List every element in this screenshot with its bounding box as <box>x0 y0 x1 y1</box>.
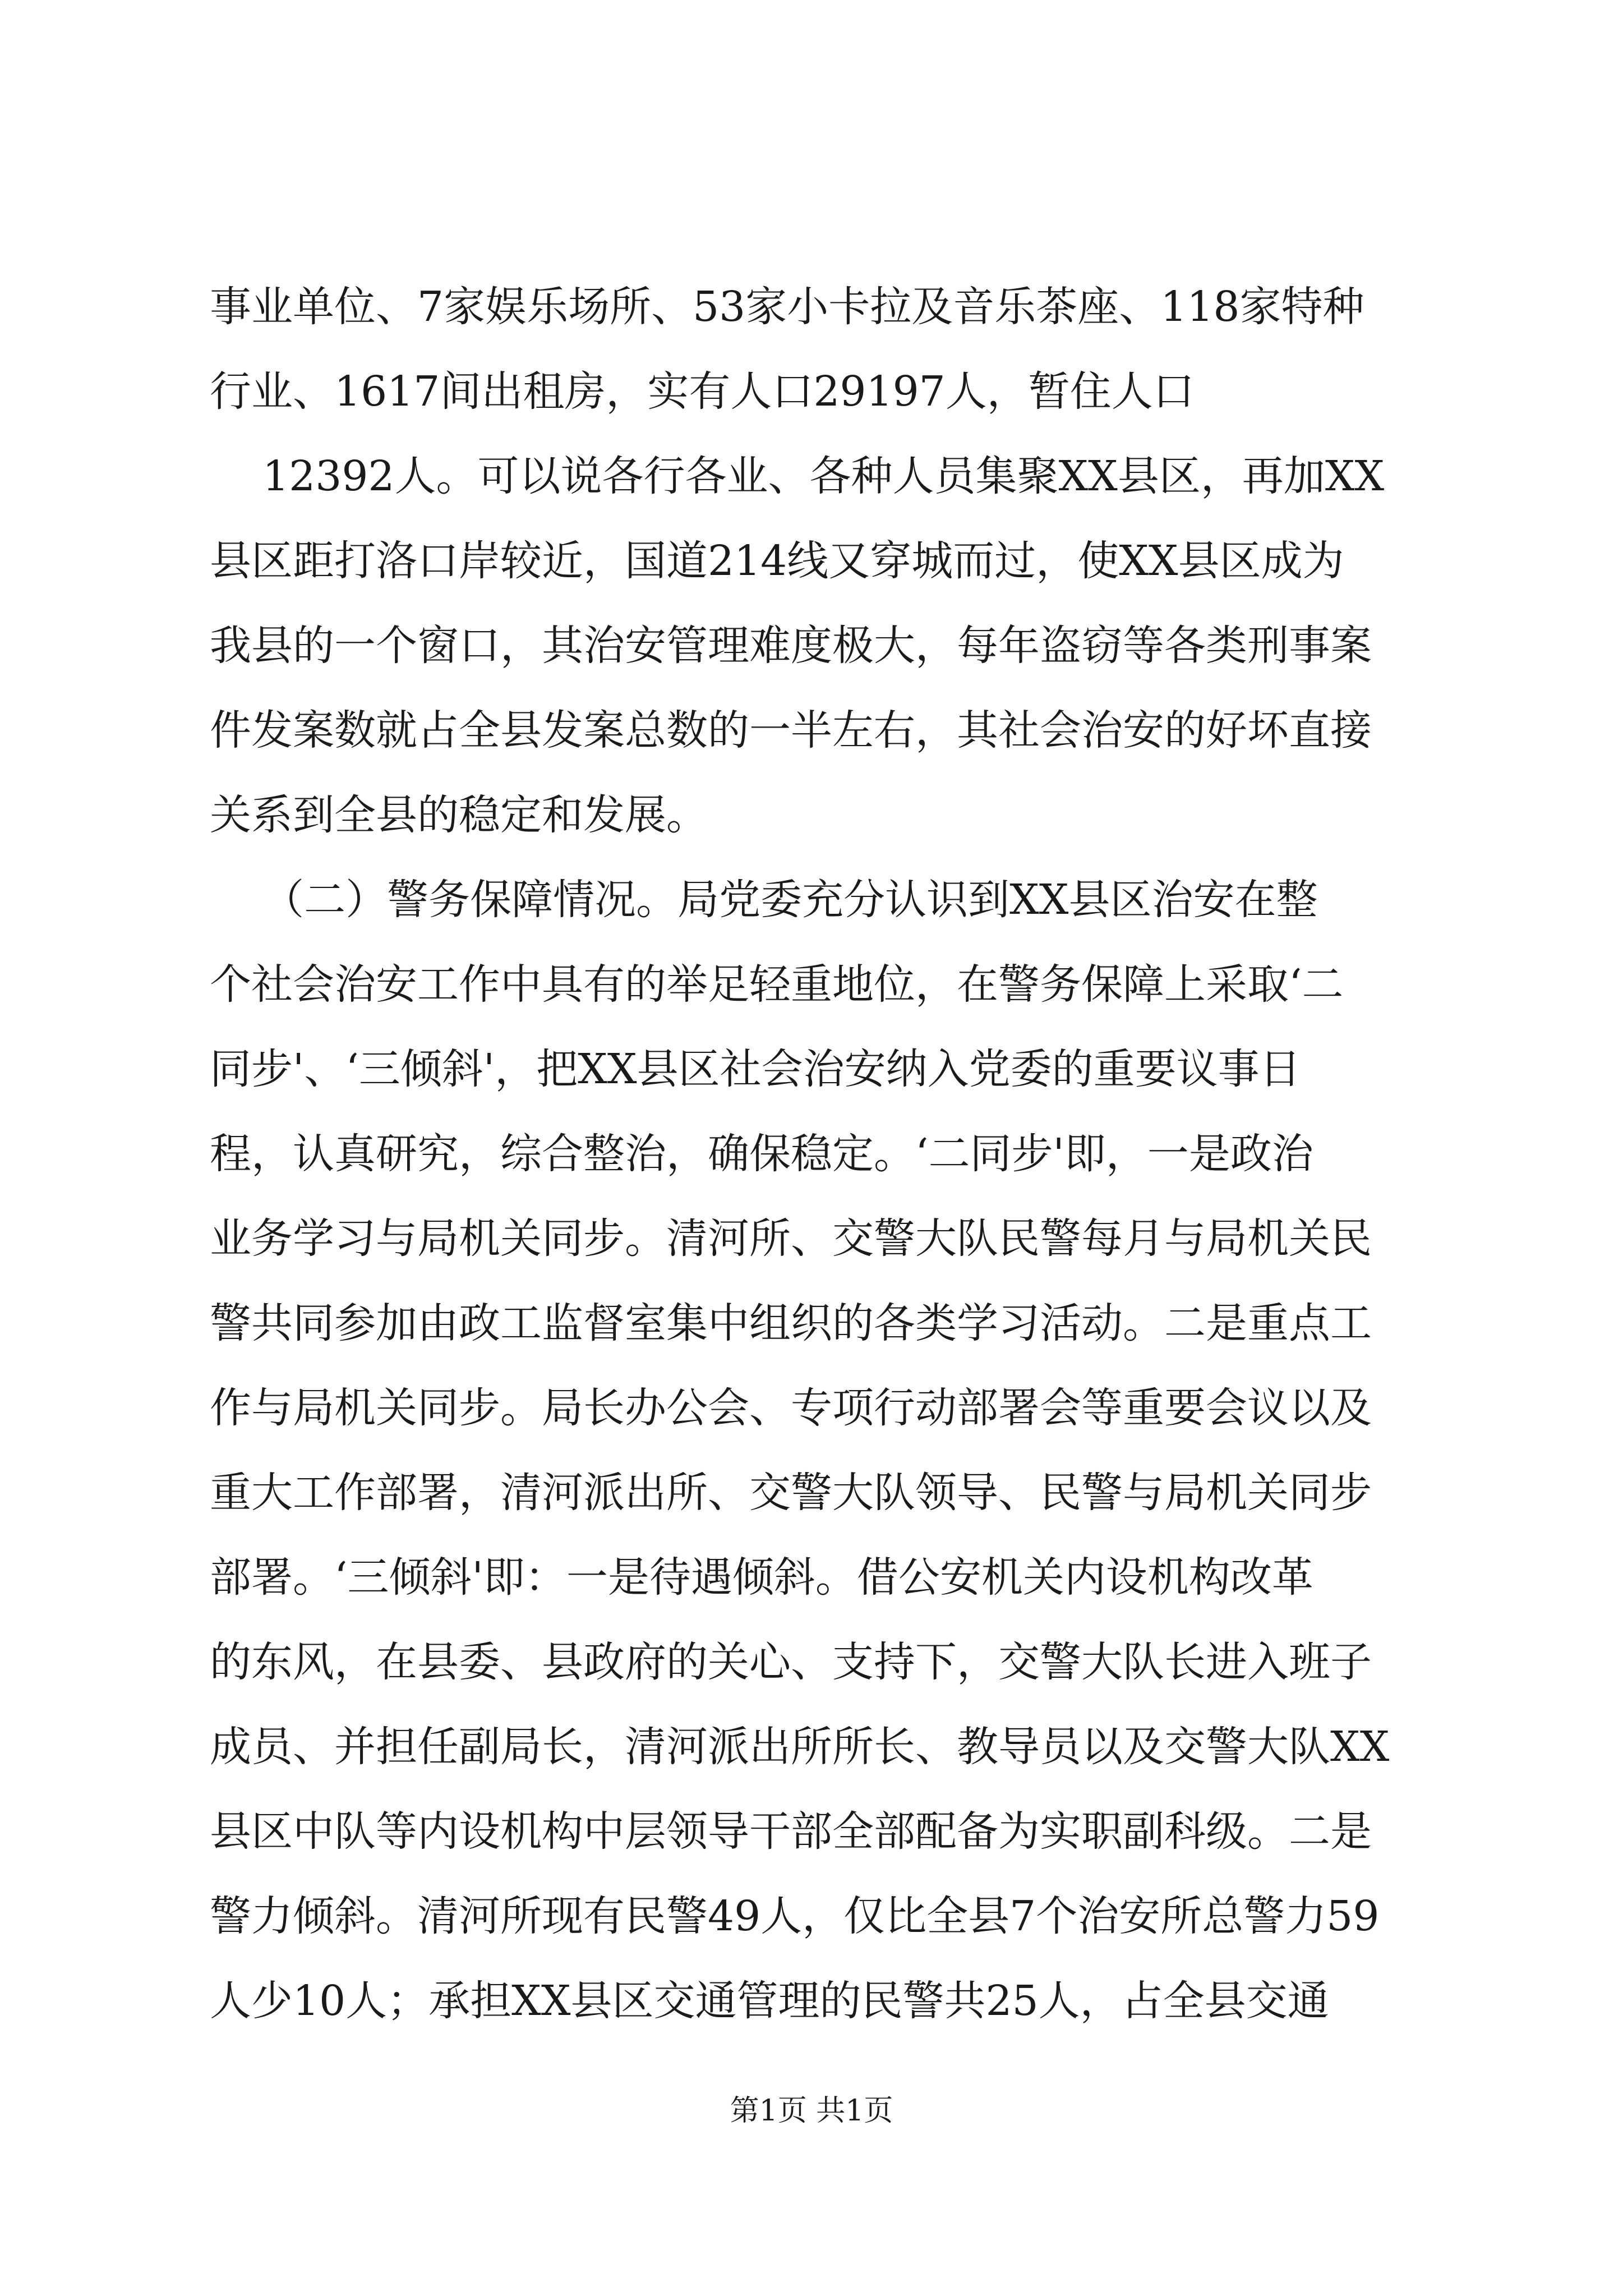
text-line: 我县的一个窗口，其治安管理难度极大，每年盗窃等各类刑事案 <box>210 622 1372 670</box>
text-line: 警共同参加由政工监督室集中组织的各类学习活动。二是重点工 <box>210 1299 1372 1347</box>
text-line: 成员、并担任副局长，清河派出所所长、教导员以及交警大队XX <box>210 1723 1390 1771</box>
text-line: 部署。‘三倾斜'即：一是待遇倾斜。借公安机关内设机构改革 <box>210 1553 1313 1602</box>
text-line: 县区中队等内设机构中层领导干部全部配备为实职副科级。二是 <box>210 1807 1372 1856</box>
text-line: 警力倾斜。清河所现有民警49人，仅比全县7个治安所总警力59 <box>210 1892 1380 1940</box>
text-line: 关系到全县的稳定和发展。 <box>210 791 708 839</box>
text-line: 县区距打洛口岸较近，国道214线又穿城而过，使XX县区成为 <box>210 537 1344 585</box>
document-body <box>210 265 1421 2044</box>
text-line: 个社会治安工作中具有的举足轻重地位，在警务保障上采取‘二 <box>210 960 1344 1009</box>
text-line: 业务学习与局机关同步。清河所、交警大队民警每月与局机关民 <box>210 1214 1372 1263</box>
text-line: 12392人。可以说各行各业、各种人员集聚XX县区，再加XX <box>210 452 1385 500</box>
text-line: （二）警务保障情况。局党委充分认识到XX县区治安在整 <box>210 876 1318 924</box>
text-line: 程，认真研究，综合整治，确保稳定。‘二同步'即，一是政治 <box>210 1130 1313 1178</box>
text-line: 件发案数就占全县发案总数的一半左右，其社会治安的好坏直接 <box>210 706 1372 754</box>
text-line: 重大工作部署，清河派出所、交警大队领导、民警与局机关同步 <box>210 1469 1372 1517</box>
text-line: 行业、1617间出租房，实有人口29197人，暂住人口 <box>210 367 1195 416</box>
text-line: 作与局机关同步。局长办公会、专项行动部署会等重要会议以及 <box>210 1384 1372 1432</box>
text-line: 事业单位、7家娱乐场所、53家小卡拉及音乐茶座、118家特种 <box>210 283 1364 331</box>
text-line: 同步'、‘三倾斜'，把XX县区社会治安纳入党委的重要议事日 <box>210 1045 1301 1093</box>
text-line: 的东风，在县委、县政府的关心、支持下，交警大队长进入班子 <box>210 1638 1372 1686</box>
page-number-footer: 第1页 共1页 <box>730 2094 893 2128</box>
text-line: 人少10人；承担XX县区交通管理的民警共25人，占全县交通 <box>210 1977 1329 2025</box>
